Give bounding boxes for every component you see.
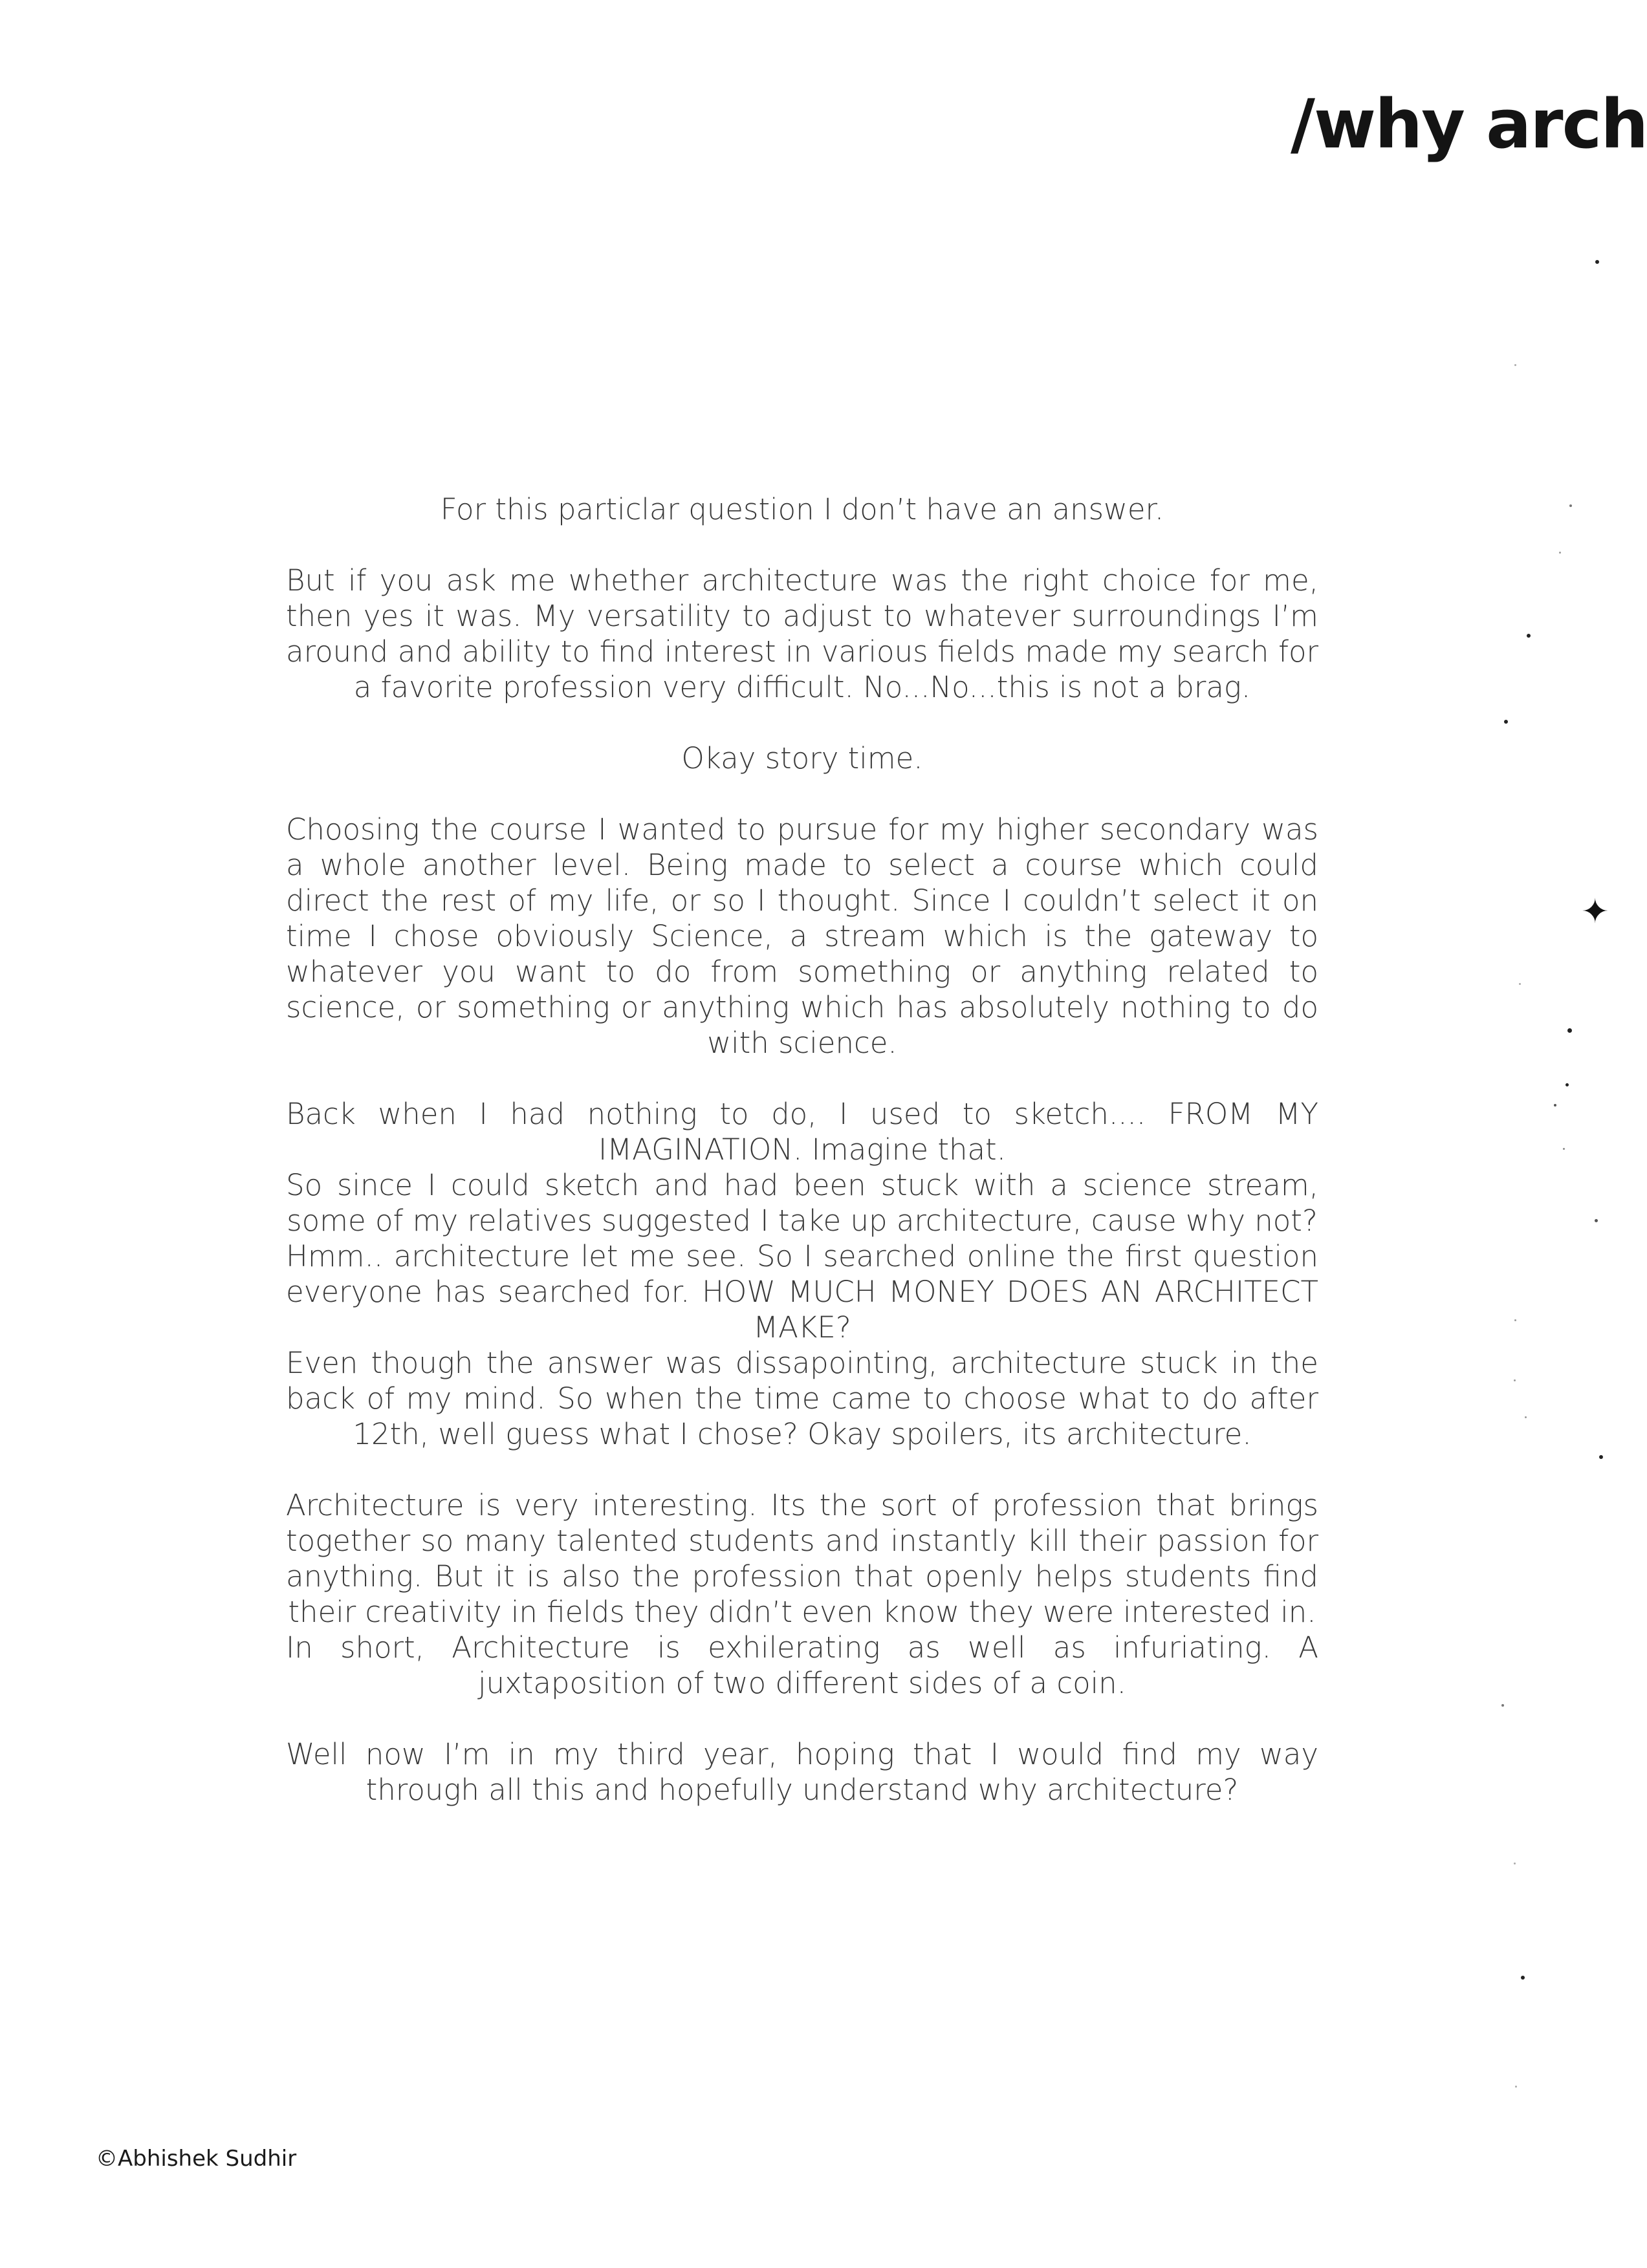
star-dot <box>1554 1104 1556 1107</box>
star-dot <box>1563 1148 1565 1150</box>
paragraph-line: Back when I had nothing to do, I used to sketch.... FROM MY IMAGINATION. Imagine that. <box>286 1097 1318 1167</box>
paragraph-line: Architecture is very interesting. Its the sort of profession that brings together so many talented students and instantly kill their passion for anything. But it is also the profession that openly helps students find their creativity in fields they didn’t even know they were interested in. <box>286 1488 1318 1629</box>
star-dot <box>1527 634 1531 638</box>
page-heading: /why arch <box>1291 85 1647 164</box>
paragraph: For this particlar question I don’t have an answer. <box>440 492 1164 526</box>
paragraph-line: So since I could sketch and had been stuck with a science stream, some of my relatives suggested I take up architecture, cause why not? <box>286 1168 1318 1238</box>
paragraph-line: Hmm.. architecture let me see. So I searched online the first question everyone has searched for. HOW MUCH MONEY DOES AN ARCHITECT MAKE? <box>286 1239 1318 1345</box>
star-dot <box>1514 364 1516 366</box>
star-dot <box>1514 1863 1516 1864</box>
sparkle-icon: ✦ <box>1581 893 1609 931</box>
star-dot <box>1519 983 1521 985</box>
paragraph: Well now I’m in my third year, hoping that I would find my way through all this and hopefully understand why architecture? <box>286 1737 1318 1807</box>
star-dot <box>1595 1219 1598 1222</box>
paragraph: Choosing the course I wanted to pursue for my higher secondary was a whole another level. Being made to select a course which could direct the rest of my life, or so I thought. Since I couldn’t select it on time I chose obviously Science, a stream which is the gateway to whatever you want to do from something or anything related to science, or something or anything which has absolutely nothing to do with science. <box>286 812 1318 1060</box>
star-dot <box>1514 1319 1516 1321</box>
star-dot <box>1515 2086 1517 2088</box>
copyright-credit: ©Abhishek Sudhir <box>96 2146 297 2172</box>
essay-body <box>286 491 1318 1843</box>
paragraph-group <box>286 1487 1318 1701</box>
star-dot <box>1595 260 1599 264</box>
star-dot <box>1567 1028 1572 1033</box>
star-dot <box>1501 1704 1504 1707</box>
star-dot <box>1521 1976 1525 1980</box>
star-dot <box>1525 1416 1527 1418</box>
paragraph: Okay story time. <box>681 741 923 775</box>
paragraph: But if you ask me whether architecture was the right choice for me, then yes it was. My versatility to adjust to whatever surroundings I’m around and ability to find interest in various fields made my search for a favorite profession very difficult. No...No...this is not a brag. <box>286 563 1318 704</box>
star-dot <box>1514 1379 1516 1381</box>
star-dot <box>1565 1083 1569 1086</box>
paragraph-line: In short, Architecture is exhilerating as well as infuriating. A juxtaposition of two different sides of a coin. <box>286 1630 1318 1700</box>
paragraph-line: Even though the answer was dissapointing, architecture stuck in the back of my mind. So when the time came to choose what to do after 12th, well guess what I chose? Okay spoilers, its architecture. <box>286 1346 1318 1451</box>
paragraph-group <box>286 1096 1318 1452</box>
star-dot <box>1504 720 1508 724</box>
star-dot <box>1559 552 1561 554</box>
star-dot <box>1569 504 1572 507</box>
star-dot <box>1599 1455 1603 1459</box>
